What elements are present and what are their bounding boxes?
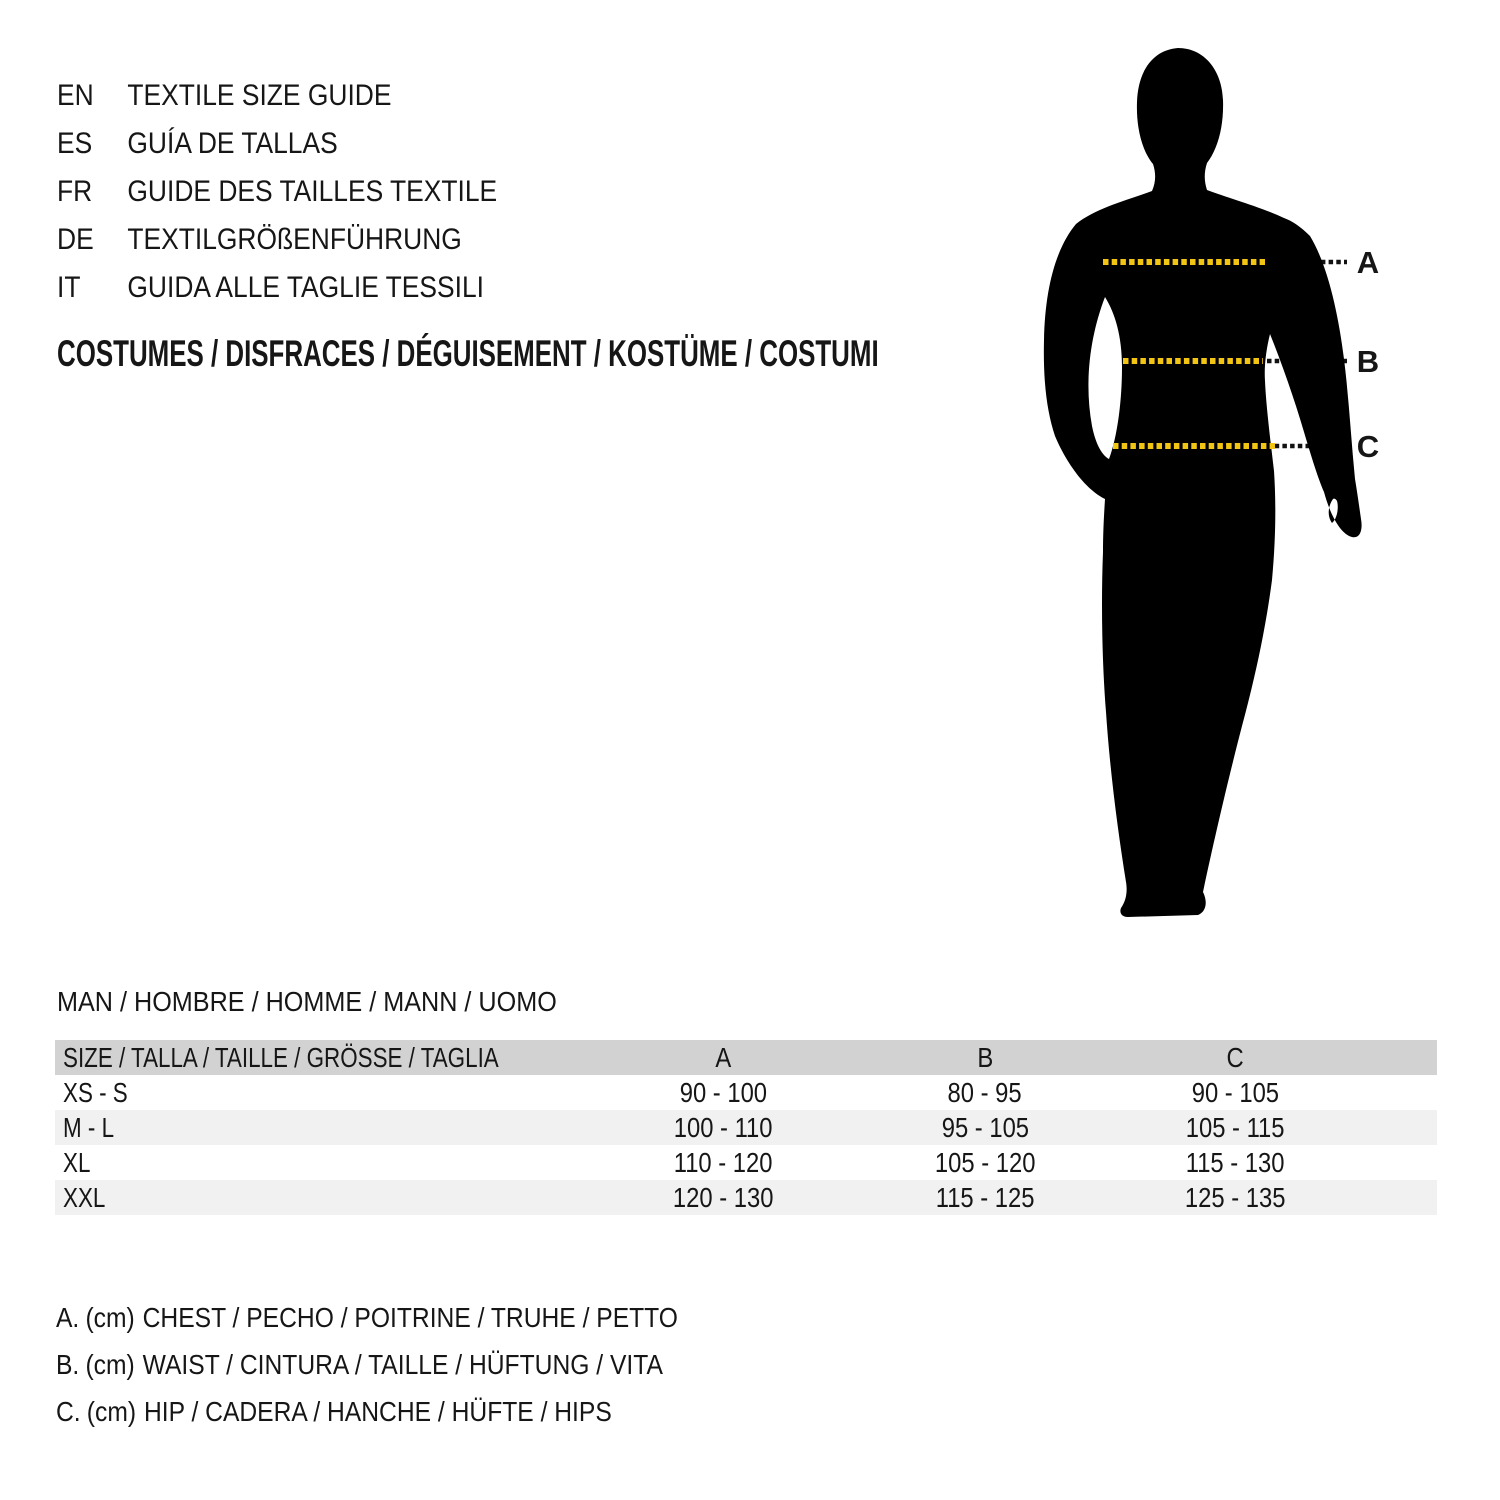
- man-silhouette-figure: [1000, 40, 1400, 920]
- value-cell-a: 110 - 120: [673, 1147, 773, 1178]
- legend-row-waist: [56, 1341, 763, 1388]
- language-code: EN: [57, 79, 94, 112]
- value-cell-a: 120 - 130: [672, 1182, 774, 1213]
- table-row-xl: [55, 1145, 1437, 1180]
- header-col-a: A: [715, 1042, 731, 1073]
- language-row-fr: [57, 168, 557, 216]
- language-row-de: [57, 216, 557, 264]
- label-hip-c: C: [1356, 429, 1380, 464]
- legend-unit: (cm): [85, 1302, 135, 1333]
- measurement-legend: [56, 1294, 763, 1435]
- table-row-xxl: [55, 1180, 1437, 1215]
- language-guide-list: [57, 72, 557, 312]
- language-title: GUIDA ALLE TAGLIE TESSILI: [127, 271, 484, 304]
- legend-row-chest: [56, 1294, 763, 1341]
- language-title: GUIDE DES TAILLES TEXTILE: [127, 175, 498, 208]
- legend-label: CHEST / PECHO / POITRINE / TRUHE / PETTO: [142, 1302, 678, 1333]
- size-cell: M - L: [63, 1112, 115, 1143]
- language-title: TEXTILE SIZE GUIDE: [127, 79, 392, 112]
- legend-key: A.: [56, 1302, 80, 1333]
- label-chest-a: A: [1356, 245, 1380, 280]
- header-size-label: SIZE / TALLA / TAILLE / GRÖSSE / TAGLIA: [63, 1042, 499, 1073]
- language-row-it: [57, 264, 557, 312]
- header-col-c: C: [1226, 1042, 1244, 1073]
- legend-row-hip: [56, 1388, 763, 1435]
- value-cell-b: 115 - 125: [935, 1182, 1035, 1213]
- size-cell: XS - S: [63, 1077, 128, 1108]
- size-cell: XL: [63, 1147, 91, 1178]
- language-code: IT: [57, 271, 81, 304]
- table-row-xs-s: [55, 1075, 1437, 1110]
- legend-unit: (cm): [85, 1349, 135, 1380]
- category-title: COSTUMES / DISFRACES / DÉGUISEMENT / KOSTÜME / COSTUMI: [57, 333, 879, 374]
- measurement-letters: [1357, 245, 1379, 464]
- language-code: ES: [57, 127, 93, 160]
- value-cell-b: 95 - 105: [941, 1112, 1029, 1143]
- value-cell-b: 80 - 95: [947, 1077, 1023, 1108]
- value-cell-c: 125 - 135: [1184, 1182, 1286, 1213]
- language-row-en: [57, 72, 557, 120]
- size-cell: XXL: [63, 1182, 106, 1213]
- value-cell-c: 105 - 115: [1185, 1112, 1285, 1143]
- size-table-header: [55, 1040, 1437, 1075]
- value-cell-b: 105 - 120: [934, 1147, 1036, 1178]
- header-col-b: B: [977, 1042, 993, 1073]
- language-title: GUÍA DE TALLAS: [127, 127, 338, 160]
- value-cell-c: 90 - 105: [1191, 1077, 1279, 1108]
- man-silhouette: [1044, 48, 1362, 917]
- size-table: [55, 1040, 1437, 1215]
- legend-key: C.: [56, 1396, 81, 1427]
- table-row-m-l: [55, 1110, 1437, 1145]
- label-waist-b: B: [1356, 344, 1380, 379]
- legend-label: WAIST / CINTURA / TAILLE / HÜFTUNG / VITA: [142, 1349, 663, 1380]
- language-row-es: [57, 120, 557, 168]
- value-cell-a: 90 - 100: [679, 1077, 767, 1108]
- legend-unit: (cm): [86, 1396, 137, 1427]
- language-title: TEXTILGRÖßENFÜHRUNG: [127, 223, 462, 256]
- legend-key: B.: [56, 1349, 80, 1380]
- legend-label: HIP / CADERA / HANCHE / HÜFTE / HIPS: [143, 1396, 612, 1427]
- language-code: DE: [57, 223, 94, 256]
- value-cell-a: 100 - 110: [673, 1112, 773, 1143]
- language-code: FR: [57, 175, 93, 208]
- section-title-man: MAN / HOMBRE / HOMME / MANN / UOMO: [57, 986, 557, 1017]
- value-cell-c: 115 - 130: [1185, 1147, 1285, 1178]
